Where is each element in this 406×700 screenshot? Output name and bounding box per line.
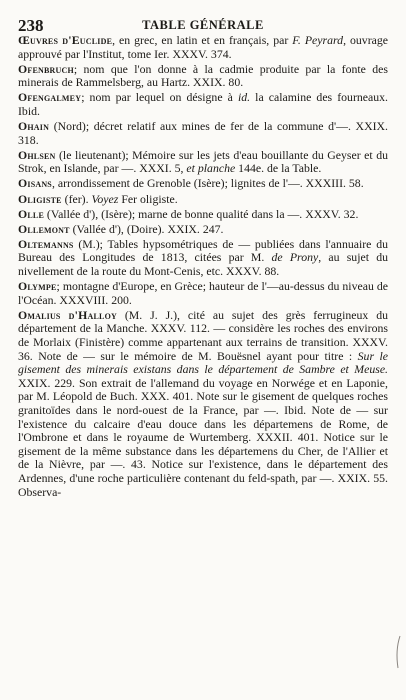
entry-headword: Olympe [18, 279, 57, 294]
index-entry [18, 309, 388, 499]
entry-headword: Omalius d'Halloy [18, 307, 117, 322]
entry-text: (le lieutenant); Mémoire sur les jets d'eau bouillante du Geyser et du Strok, en Islande, par —. XXXI. 5, [18, 147, 388, 176]
entry-headword: Ohain [18, 119, 50, 134]
index-entry [18, 149, 388, 176]
entry-text: , en grec, en latin et en français, par [112, 33, 293, 47]
entry-headword: Oisans [18, 176, 52, 191]
entry-text: (Vallée d'), (Isère); marne de bonne qualité dans la —. XXXV. 32. [43, 206, 359, 221]
entry-text: (M.); Tables hypsométriques de — publiées dans l'annuaire du Bureau des Longitudes de 1813, citées par M. [18, 236, 388, 265]
entry-tail: 144e. de la Table. [235, 161, 322, 176]
running-title: TABLE GÉNÉRALE [142, 18, 264, 32]
entry-tail: la calamine des fourneaux. Ibid. [18, 90, 388, 118]
index-entry [18, 280, 388, 307]
entry-text: (Vallée d'), (Doire). XXIX. 247. [69, 221, 224, 236]
index-entries [18, 34, 388, 501]
index-entry [18, 34, 388, 61]
entry-headword: Oltemanns [18, 236, 74, 251]
index-entry [18, 238, 388, 279]
entry-headword: Ofengalmey [18, 90, 82, 105]
entry-italic: et planche [186, 161, 236, 176]
index-entry [18, 177, 388, 191]
entry-headword: Ollemont [18, 221, 70, 236]
entry-text: ; nom que l'on donne à la cadmie produite par la fonte des minerais de Rammelsberg, au Hartz. XXIX. 80. [18, 61, 388, 90]
entry-italic: F. Peyrard [292, 33, 344, 47]
page-number: 238 [18, 16, 44, 35]
entry-headword: Ohlsen [18, 147, 56, 162]
entry-tail: Fer oligiste. [118, 191, 178, 206]
entry-text: (M. J. J.), cité au sujet des grès ferrugineux du département de la Manche. XXXV. 112. — considère les roches des environs de Morlaix (Finistère) comme appartenant aux terrains de transition. XXXV. 36. Note de — sur le mémoire de M. Bouësnel ayant pour titre : [18, 307, 388, 363]
entry-italic: Sur le gisement des minerais existans dans le département de Sambre et Meuse. [18, 348, 388, 377]
entry-tail: , ouvrage approuvé par l'Institut, tome Ier. XXXV. 374. [18, 33, 388, 61]
index-entry [18, 120, 388, 147]
index-entry [18, 193, 388, 207]
index-entry [18, 208, 388, 222]
entry-headword: Oligiste [18, 191, 62, 206]
index-entry [18, 223, 388, 237]
entry-tail: , au sujet du nivellement de la route du Mont-Cenis, etc. XXXV. 88. [18, 250, 388, 278]
pencil-stroke [397, 636, 400, 668]
entry-text: , arrondissement de Grenoble (Isère); lignites de l'—. XXXIII. 58. [51, 176, 364, 191]
entry-text: ; montagne d'Europe, en Grèce; hauteur de l'—au-dessus du niveau de l'Océan. XXXVIII. 200. [18, 279, 388, 307]
entry-text: (Nord); décret relatif aux mines de fer de la commune d'—. XXIX. 318. [18, 119, 388, 147]
entry-headword: Ofenbruch [18, 61, 74, 76]
entry-headword: Œuvres d'Euclide [18, 33, 113, 47]
entry-italic: de Prony [271, 250, 319, 265]
margin-pencil-mark [394, 635, 402, 669]
index-entry [18, 91, 388, 118]
entry-headword: Olle [18, 206, 44, 221]
entry-tail: XXIX. 229. Son extrait de l'allemand du voyage en Norwége et en Laponie, par M. Léopold de Buch. XXX. 401. Note sur le gisement de quelques roches granitoïdes dans le nord-ouest de la France, par —. Ibid. Note de — sur l'existence du calcaire d'eau douce dans les départemens de Rome, de l'Ombrone et dans le royaume de Wurtemberg. XXXII. 401. Notice sur le gisement de la même substance dans les départemens du Cher, de l'Allier et de la Nièvre, par —. 43. Notice sur l'existence, dans le département des Ardennes, d'une roche particulière contenant du feld-spath, par —. XXIX. 55. Observa- [18, 375, 388, 499]
entry-italic: id. [237, 90, 251, 105]
entry-text: ; nom par lequel on désigne à [81, 90, 238, 105]
entry-text: (fer). [61, 191, 92, 206]
index-entry [18, 63, 388, 90]
entry-italic: Voyez [91, 191, 119, 206]
